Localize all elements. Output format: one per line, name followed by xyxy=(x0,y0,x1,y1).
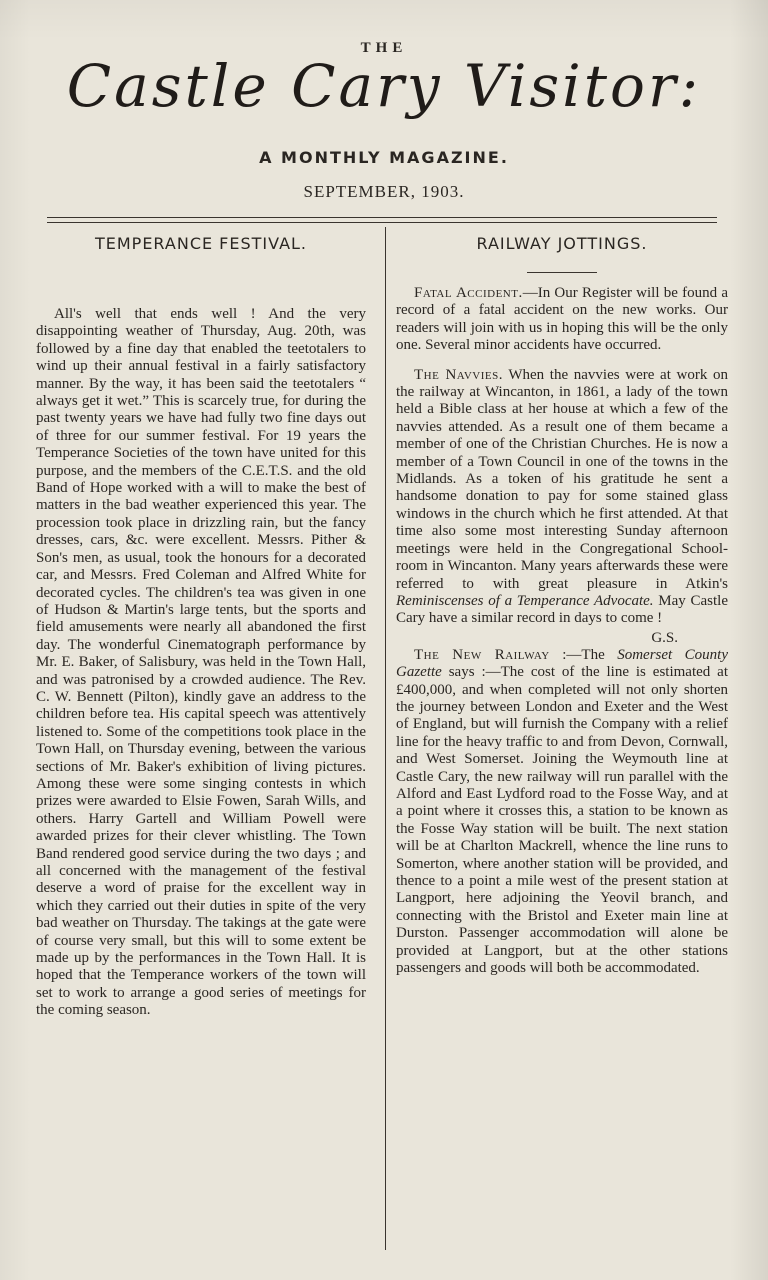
temperance-festival-heading: TEMPERANCE FESTIVAL. xyxy=(94,234,308,253)
heading-rule xyxy=(527,272,597,273)
fatal-accident-text: —In Our Register will be found a record of a fatal accident on the new works. Our readers will join with us in hoping this will be the only one. Several minor accidents have occurred. xyxy=(396,285,728,354)
fatal-accident-lead: Fatal Accident. xyxy=(414,285,523,301)
navvies-book-title: Reminiscenses of a Temperance Advocate. xyxy=(396,592,654,609)
masthead-title: Castle Cary Visitor: xyxy=(66,52,702,120)
issue-date: SEPTEMBER, 1903. xyxy=(303,182,465,201)
new-railway-text-b: says :—The cost of the line is estimated at £400,000, and when completed will not only shorten the journey between London and Exeter and the West of England, but will furnish the Company with a relief line for the heavy traffic to and from Devon, Cornwall, and West Somerset. Joining the Weymouth line at Castle Cary, the new railway will run parallel with the Alford and East Lydford road to the Fosse Way, and at a point where it crosses this, a station to be known as the Fosse Way station will be built. The next station will be at Charlton Mackrell, whence the line runs to Somerton, where another station will be provided, and thence to a point a mile west of the present station at Langport, here adjoining the Yeovil branch, and connecting with the Bristol and Exeter main line at Durston. Passenger accommodation will alone be provided at Langport, but at the other stations passengers and goods will both be accommodated. xyxy=(396,664,728,977)
header-double-rule xyxy=(47,217,717,223)
navvies-lead: The Navvies. xyxy=(414,366,503,383)
navvies-paragraph xyxy=(396,367,728,628)
new-railway-text-a: :—The xyxy=(549,646,618,663)
railway-jottings-heading: RAILWAY JOTTINGS. xyxy=(476,234,648,253)
temperance-festival-article xyxy=(36,306,366,1020)
fatal-accident-paragraph xyxy=(396,285,728,355)
signature: G.S. xyxy=(651,629,678,646)
right-column xyxy=(396,230,728,977)
navvies-text-a: When the navvies were at work on the railway at Wincanton, in 1861, a lady of the town held a Bible class at her house at which a few of the navvies attended. As a result one of them became a member of one of the Christian Churches. He is now a member of a Town Council in one of the towns in the Midlands. As a token of his gratitude he sent a handsome donation to pay for some stained glass windows in the church which he first attended. At that time also some most interesting Sunday afternoon meetings were held in the Congregational School-room in Wincanton. Many years afterwards these were referred to with great pleasure in Atkin's xyxy=(396,366,728,592)
column-divider xyxy=(385,227,386,1250)
newspaper-name: Somerset County Gazette xyxy=(396,646,728,681)
railway-jottings-article xyxy=(396,285,728,977)
temperance-festival-text: All's well that ends well ! And the very disappointing weather of Thursday, Aug. 20th, was followed by a fine day that enabled the teetotalers to wind up their annual festival in a fairly satisfactory manner. By the way, it has been said the teetotalers “ always get it wet.” This is scarcely true, for during the past twenty years we have had fully two fine days out of three for our summer festival. For 19 years the Temperance Societies of the town have united for this purpose, and the members of the C.E.T.S. and the old Band of Hope worked with a will to make the best of matters in the bad weather experienced this year. The procession took place in drizzling rain, but the fancy dresses, cars, &c. were excellent. Messrs. Pither & Son's men, as usual, took the honours for a decorated car, and Messrs. Fred Coleman and Alfred White for decorated cycles. The children's tea was given in one of Hudson & Martin's large tents, but the sports and field amusements were nearly all abandoned the first day. The wonderful Cinematograph performance by Mr. E. Baker, of Salisbury, was held in the Town Hall, and was patronised by a crowded audience. The Rev. C. W. Bennett (Pilton), kindly gave an address to the children before tea. His capital speech was attentively listened to. Some of the competitions took place in the Town Hall, on Thursday evening, between the various sections of Mr. Baker's exhibition of living pictures. Among these were some singing contests in which prizes were awarded to Elsie Fowen, Sarah Wills, and others. Harry Gartell and William Powell were awarded prizes for their clever whistling. The Town Band rendered good service during the two days ; and all concerned with the management of the festival deserve a word of praise for the excellent way in which they carried out their duties in spite of the very bad weather on Thursday. The takings at the gate were of course very small, but this will to some extent be made up by the performances in the Town Hall. It is hoped that the Temperance workers of the town will set to work to arrange a good series of meetings for the coming season. xyxy=(36,306,366,1019)
new-railway-paragraph xyxy=(396,647,728,978)
left-column xyxy=(36,230,366,1020)
masthead-the: THE xyxy=(360,40,408,56)
navvies-text-b: May Castle Cary have a similar record in days to come ! xyxy=(396,592,728,627)
masthead-subtitle: A MONTHLY MAGAZINE. xyxy=(259,148,509,167)
new-railway-lead: The New Railway xyxy=(414,646,550,663)
